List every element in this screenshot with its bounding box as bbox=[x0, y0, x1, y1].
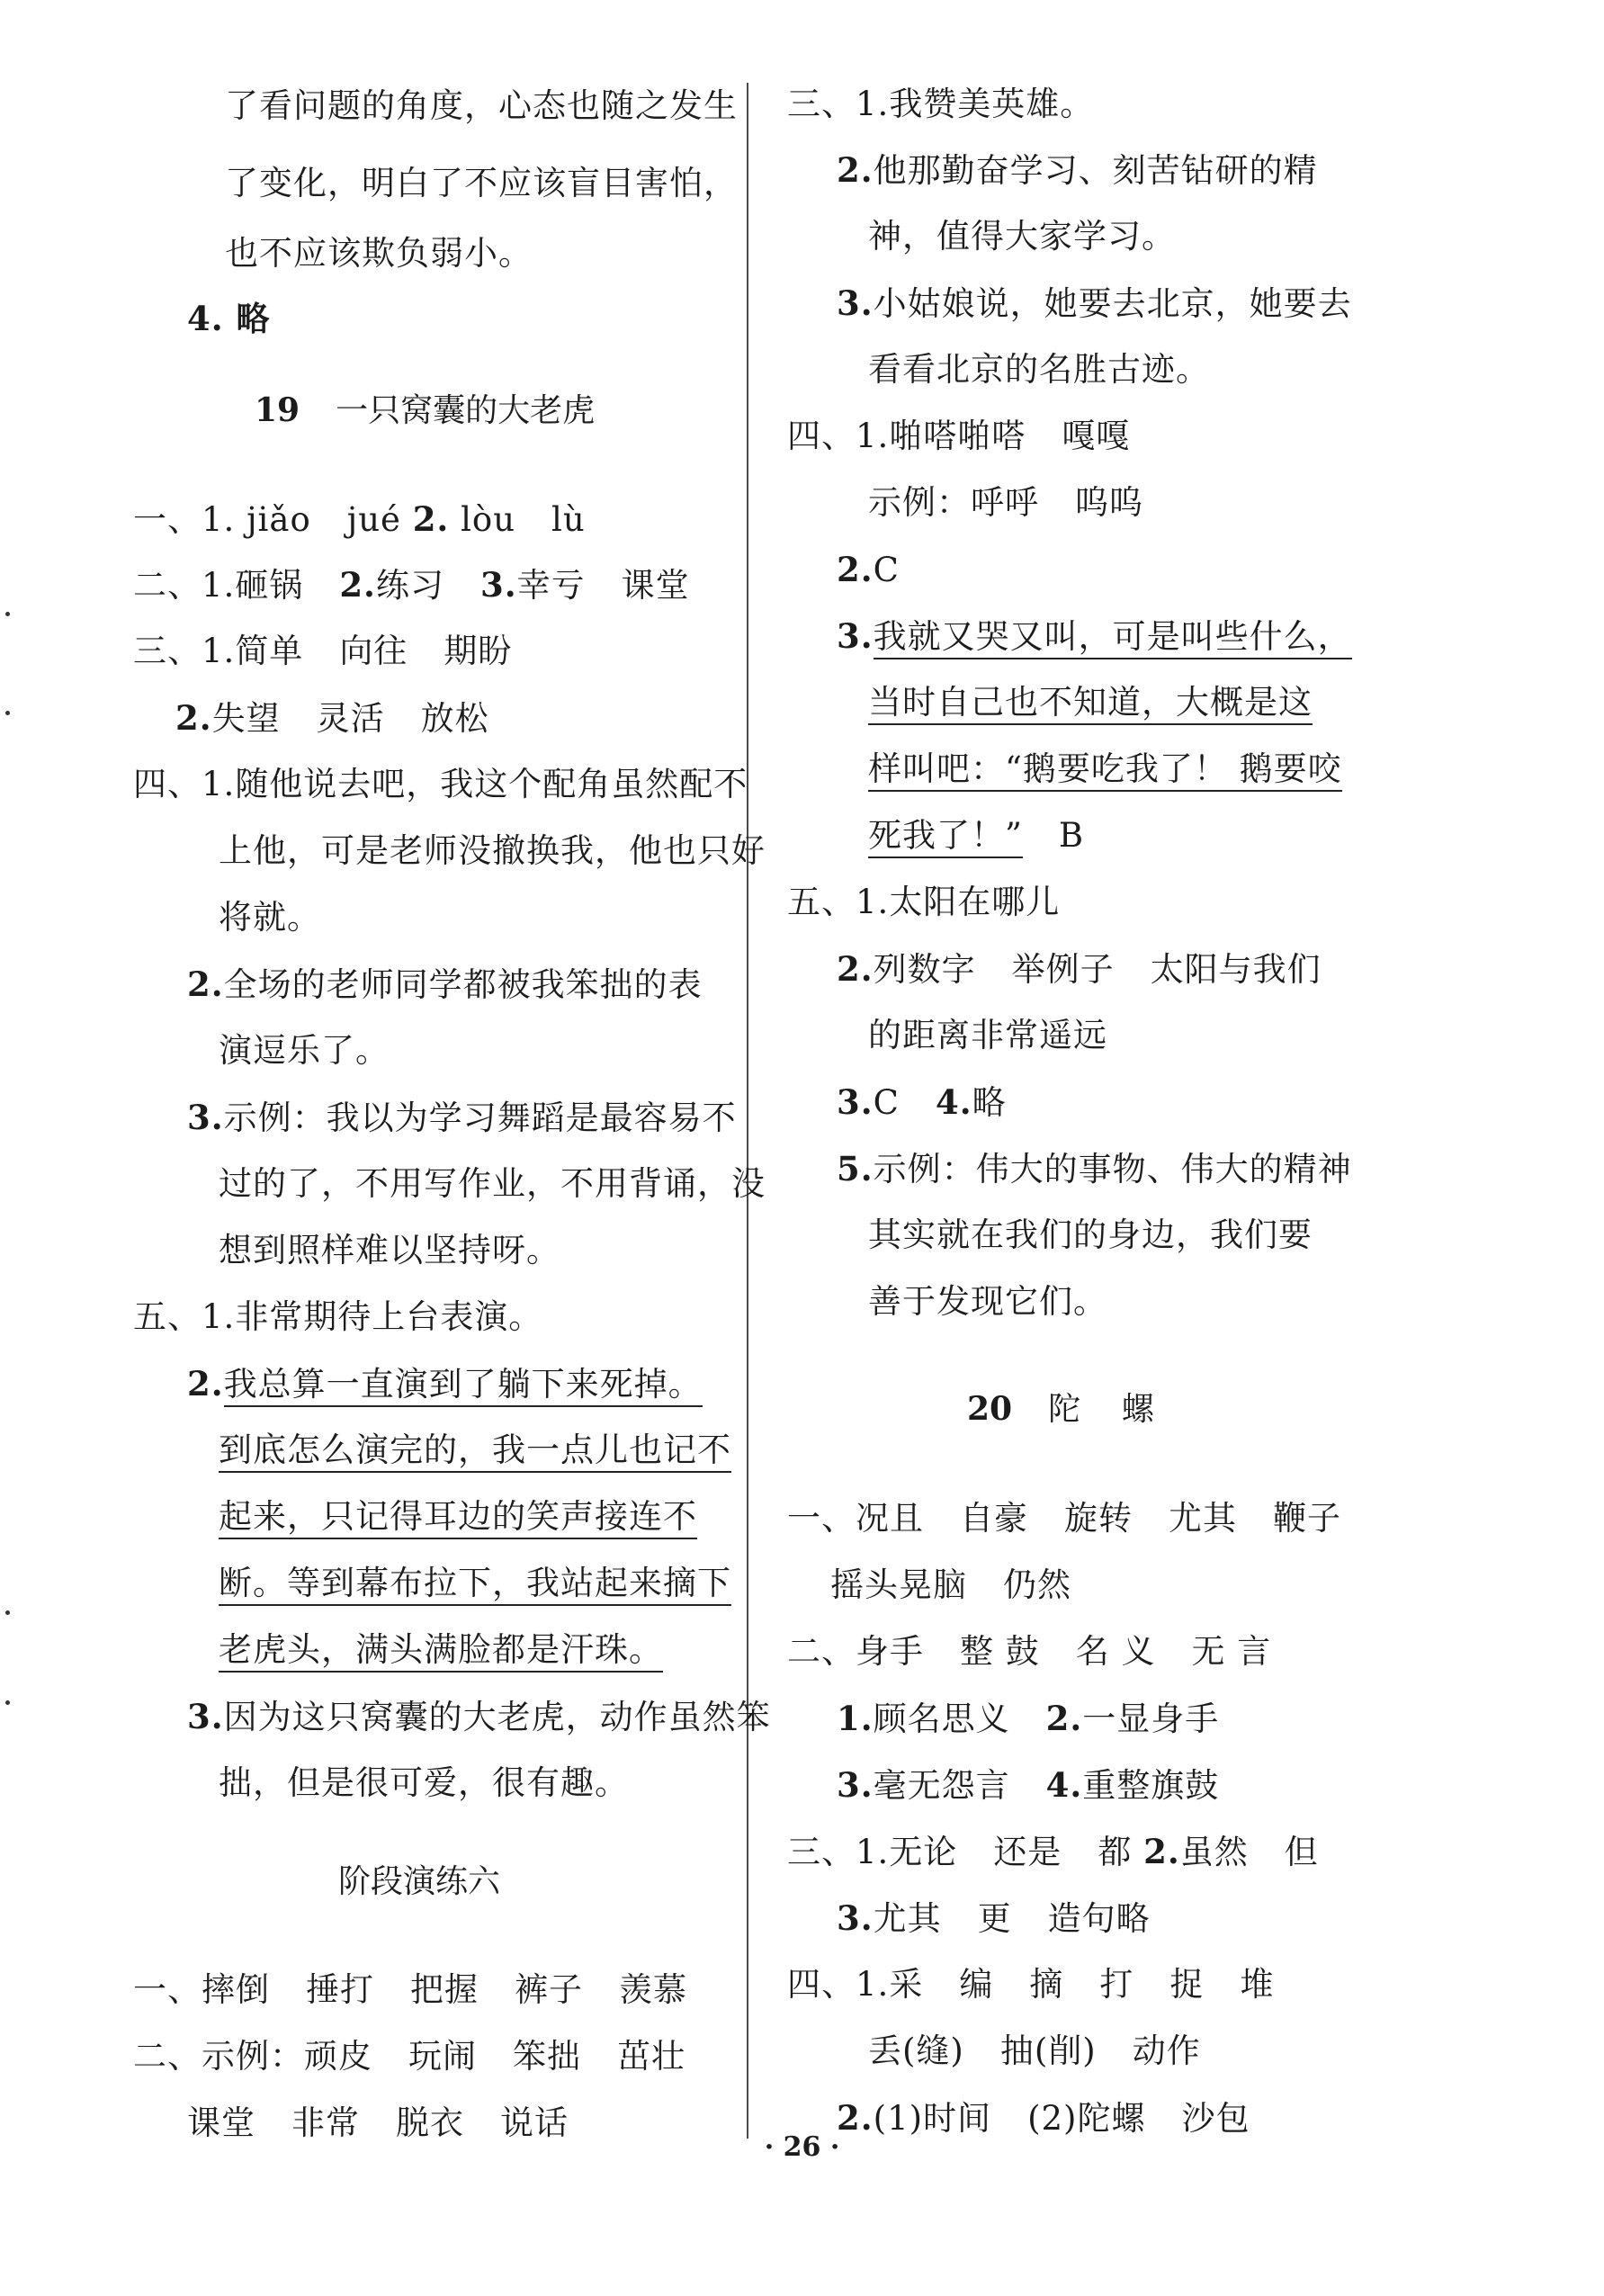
page-number: · 26 · bbox=[764, 2131, 840, 2163]
answer-text: 把握 bbox=[410, 1970, 479, 2009]
question-number: 四、1. bbox=[787, 417, 890, 455]
answer-text: 玩闹 bbox=[408, 2037, 477, 2076]
answer-line: 了变化，明白了不应该盲目害怕， bbox=[225, 164, 738, 202]
answer-text: C bbox=[873, 551, 900, 589]
answer-text: 尤其 bbox=[1169, 1499, 1237, 1538]
answer-line bbox=[133, 1296, 542, 1339]
answer-text: 因为这只窝囊的大老虎，动作虽然笨 bbox=[223, 1698, 771, 1736]
answer-text: 顽皮 bbox=[304, 2037, 372, 2076]
answer-text: 尤其 bbox=[873, 1899, 942, 1938]
answer-line bbox=[219, 1495, 697, 1538]
answer-text: 期盼 bbox=[444, 632, 513, 670]
question-number: 3. bbox=[837, 1765, 874, 1805]
stage-6-heading: 阶段演练六 bbox=[338, 1863, 501, 1900]
question-number: 三、1. bbox=[133, 632, 236, 670]
question-number: 2. bbox=[837, 150, 874, 190]
answer-line bbox=[837, 1897, 1151, 1941]
question-number: 二、示例： bbox=[133, 2037, 304, 2076]
question-number: 2. bbox=[1143, 1832, 1180, 1871]
question-number: 三、1. bbox=[787, 85, 890, 123]
lesson-19-heading bbox=[255, 389, 595, 433]
answer-text: 鞭子 bbox=[1273, 1499, 1341, 1538]
question-number: 3. bbox=[837, 1082, 874, 1122]
lesson-number: 20 bbox=[967, 1390, 1013, 1428]
answer-text: C bbox=[873, 1083, 900, 1122]
question-number: 3. bbox=[837, 283, 874, 323]
answer-text: 都 bbox=[1098, 1833, 1133, 1871]
question-number: 2. bbox=[837, 949, 874, 989]
answer-line: 将就。 bbox=[219, 898, 321, 937]
answer-line bbox=[868, 681, 1313, 724]
answer-text: 摇头晃脑 bbox=[830, 1565, 967, 1604]
answer-line bbox=[133, 498, 586, 542]
answer-line bbox=[868, 748, 1342, 791]
answer-text: 虽然 bbox=[1179, 1833, 1249, 1871]
answer-text: 我赞美英雄。 bbox=[889, 85, 1095, 123]
question-number: 2. bbox=[187, 964, 224, 1004]
lesson-20-heading bbox=[967, 1387, 1154, 1431]
answer-text: 简单 bbox=[235, 632, 304, 670]
question-number: 一、 bbox=[133, 1970, 202, 2009]
answer-text: 但 bbox=[1284, 1833, 1319, 1871]
answer-text: 啪嗒啪嗒 bbox=[889, 417, 1026, 455]
question-number: 三、1. bbox=[787, 1833, 890, 1871]
answer-text: lù bbox=[551, 500, 586, 539]
question-number: 五、1. bbox=[133, 1297, 236, 1336]
question-number: 3. bbox=[837, 1898, 874, 1938]
question-number: 2. bbox=[837, 2098, 874, 2138]
underlined-answer: 到底怎么演完的，我一点儿也记不 bbox=[219, 1431, 731, 1473]
question-number: 2. bbox=[412, 499, 450, 539]
answer-line bbox=[133, 630, 512, 673]
answer-text: 呜呜 bbox=[1075, 483, 1143, 522]
answer-line bbox=[868, 481, 1143, 525]
answer-line bbox=[830, 1564, 1071, 1607]
answer-line: 善于发现它们。 bbox=[868, 1282, 1107, 1321]
answer-text: 身手 bbox=[856, 1632, 924, 1671]
question-number: 四、1. bbox=[787, 1965, 890, 2004]
answer-text: (1)时间 bbox=[873, 2099, 992, 2138]
answer-line bbox=[219, 1628, 663, 1672]
answer-text: 摔倒 bbox=[202, 1970, 270, 2009]
question-number: 5. bbox=[837, 1149, 874, 1188]
answer-text: 摘 bbox=[1029, 1965, 1064, 2004]
answer-line bbox=[837, 1763, 1219, 1807]
answer-text: lòu bbox=[461, 500, 516, 539]
answer-text: jiǎo bbox=[246, 500, 311, 539]
answer-line bbox=[787, 881, 1060, 924]
answer-text: 随他说去吧，我这个配角虽然配不 bbox=[235, 765, 748, 803]
answer-text: 毫无怨言 bbox=[873, 1766, 1010, 1805]
answer-line bbox=[787, 1963, 1274, 2006]
answer-text: 采 bbox=[889, 1965, 924, 2004]
answer-text: 砸锅 bbox=[235, 566, 304, 605]
lesson-title: 陀 螺 bbox=[1048, 1391, 1154, 1428]
answer-text: 说话 bbox=[500, 2103, 569, 2142]
answer-text: 丢(缝) bbox=[868, 2031, 964, 2070]
question-number: 四、1. bbox=[133, 765, 236, 803]
answer-line bbox=[787, 1497, 1341, 1540]
scan-speck bbox=[5, 612, 10, 616]
question-number: 2. bbox=[339, 565, 376, 605]
answer-text: 笨拙 bbox=[513, 2037, 581, 2076]
lesson-number: 19 bbox=[255, 391, 300, 429]
answer-line bbox=[187, 1695, 771, 1739]
answer-text: 顾名思义 bbox=[873, 1700, 1010, 1738]
answer-line bbox=[187, 1362, 703, 1406]
answer-line bbox=[787, 415, 1130, 458]
scan-speck bbox=[5, 711, 10, 715]
answer-text: 羡慕 bbox=[619, 1970, 687, 2009]
answer-text: jué bbox=[346, 500, 401, 539]
answer-text: 课堂 bbox=[621, 566, 690, 605]
question-number: 2. bbox=[175, 698, 212, 738]
answer-text: 放松 bbox=[420, 699, 489, 738]
answer-text: 失望 bbox=[211, 699, 281, 738]
underlined-answer: 起来，只记得耳边的笑声接连不 bbox=[219, 1497, 697, 1539]
answer-text: 仍然 bbox=[1003, 1565, 1071, 1604]
answer-text: 更 bbox=[977, 1899, 1012, 1938]
answer-line bbox=[787, 83, 1094, 126]
underlined-answer: 当时自己也不知道，大概是这 bbox=[868, 683, 1313, 725]
answer-text: 太阳在哪儿 bbox=[889, 883, 1061, 921]
answer-text: 无论 bbox=[889, 1833, 958, 1871]
answer-line bbox=[187, 1096, 737, 1140]
answer-text: B bbox=[1058, 816, 1085, 855]
answer-line: 上他，可是老师没撤换我，他也只好 bbox=[219, 831, 766, 870]
question-number: 五、1. bbox=[787, 883, 890, 921]
question-number: 一、1. bbox=[133, 500, 236, 539]
answer-text: 他那勤奋学习、刻苦钻研的精 bbox=[873, 151, 1318, 190]
answer-text: 造句略 bbox=[1047, 1899, 1151, 1938]
answer-text: 编 bbox=[959, 1965, 994, 2004]
answer-line bbox=[133, 1969, 687, 2012]
answer-text: 名 义 bbox=[1075, 1632, 1156, 1671]
answer-text: 动作 bbox=[1132, 2031, 1201, 2070]
answer-text: 裤子 bbox=[515, 1970, 583, 2009]
answer-line: 想到照样难以坚持呀。 bbox=[219, 1231, 560, 1269]
answer-line bbox=[837, 548, 900, 592]
answer-text: 小姑娘说，她要去北京，她要去 bbox=[873, 284, 1352, 323]
answer-line bbox=[219, 1562, 731, 1605]
answer-text: 一显身手 bbox=[1082, 1700, 1220, 1738]
answer-text: 抽(削) bbox=[999, 2031, 1097, 2070]
answer-text: 旋转 bbox=[1064, 1499, 1133, 1538]
answer-line: 演逗乐了。 bbox=[219, 1031, 390, 1070]
answer-text: 灵活 bbox=[316, 699, 385, 738]
question-number: 2. bbox=[187, 1364, 224, 1404]
question-number: 二、 bbox=[787, 1632, 856, 1671]
answer-text: 重整旗鼓 bbox=[1082, 1766, 1220, 1805]
answer-line bbox=[187, 963, 703, 1007]
answer-line bbox=[133, 763, 748, 806]
question-number: 二、1. bbox=[133, 566, 236, 605]
answer-text: 非常期待上台表演。 bbox=[235, 1297, 543, 1336]
question-number: 4. bbox=[935, 1082, 972, 1122]
scan-speck bbox=[5, 1700, 10, 1705]
answer-text: 还是 bbox=[993, 1833, 1062, 1871]
answer-line bbox=[837, 282, 1352, 326]
answer-text: 示例：呼呼 bbox=[868, 483, 1039, 522]
answer-line bbox=[219, 1429, 731, 1472]
question-number: 4. bbox=[1045, 1765, 1083, 1805]
answer-text: 茁壮 bbox=[617, 2037, 686, 2076]
answer-line bbox=[837, 947, 1322, 991]
answer-text: (2)陀螺 bbox=[1027, 2099, 1146, 2138]
answer-line: 看看北京的名胜古迹。 bbox=[868, 350, 1210, 389]
answer-line bbox=[175, 696, 489, 740]
answer-text: 幸亏 bbox=[516, 566, 586, 605]
question-number: 3. bbox=[187, 1098, 224, 1137]
answer-text: 4. 略 bbox=[187, 299, 271, 338]
answer-text: 沙包 bbox=[1181, 2099, 1250, 2138]
question-number: 1. bbox=[837, 1699, 874, 1738]
answer-line: 神，值得大家学习。 bbox=[868, 217, 1176, 256]
question-number: 2. bbox=[1045, 1699, 1083, 1738]
underlined-answer: 老虎头，满头满脸都是汗珠。 bbox=[219, 1630, 663, 1673]
underlined-answer: 死我了！” bbox=[868, 816, 1023, 858]
answer-line: 了看问题的角度，心态也随之发生 bbox=[225, 86, 738, 125]
answer-text: 堆 bbox=[1240, 1965, 1275, 2004]
answer-text: 嘎嘎 bbox=[1062, 417, 1131, 455]
answer-line bbox=[868, 2030, 1201, 2073]
answer-line: 也不应该欺负弱小。 bbox=[225, 234, 533, 273]
answer-text: 自豪 bbox=[960, 1499, 1028, 1538]
answer-text: 举例子 bbox=[1011, 950, 1115, 989]
answer-line: 的距离非常遥远 bbox=[868, 1016, 1107, 1054]
answer-line: 其实就在我们的身边，我们要 bbox=[868, 1215, 1313, 1254]
answer-text: 非常 bbox=[291, 2103, 360, 2142]
answer-text: 向往 bbox=[339, 632, 408, 670]
answer-text: 全场的老师同学都被我笨拙的表 bbox=[223, 965, 703, 1004]
answer-line: 拙，但是很可爱，很有趣。 bbox=[219, 1763, 629, 1802]
answer-line bbox=[787, 1630, 1271, 1673]
answer-text: 况且 bbox=[856, 1499, 924, 1538]
underlined-answer: 我就又哭又叫，可是叫些什么， bbox=[874, 617, 1352, 659]
answer-line bbox=[837, 1697, 1219, 1741]
answer-text: 整 鼓 bbox=[960, 1632, 1040, 1671]
underlined-answer: 样叫吧：“鹅要吃我了！ 鹅要咬 bbox=[868, 749, 1342, 792]
answer-line bbox=[837, 148, 1318, 193]
answer-text: 示例：我以为学习舞蹈是最容易不 bbox=[223, 1099, 737, 1137]
answer-text: 无 言 bbox=[1191, 1632, 1272, 1671]
answer-line bbox=[868, 814, 1084, 857]
answer-text: 捶打 bbox=[306, 1970, 374, 2009]
question-number: 3. bbox=[837, 616, 874, 656]
answer-line bbox=[187, 297, 271, 341]
answer-text: 略 bbox=[972, 1083, 1007, 1122]
underlined-answer: 断。等到幕布拉下，我站起来摘下 bbox=[219, 1564, 731, 1606]
answer-text: 打 bbox=[1099, 1965, 1134, 2004]
question-number: 3. bbox=[187, 1697, 224, 1736]
column-divider bbox=[747, 83, 748, 2139]
question-number: 2. bbox=[837, 550, 874, 589]
answer-line: 过的了，不用写作业，不用背诵，没 bbox=[219, 1164, 766, 1203]
underlined-answer: 我总算一直演到了躺下来死掉。 bbox=[224, 1365, 703, 1407]
answer-line bbox=[787, 1830, 1319, 1874]
answer-text: 捉 bbox=[1169, 1965, 1205, 2004]
answer-text: 太阳与我们 bbox=[1150, 950, 1322, 989]
answer-line bbox=[837, 614, 1352, 659]
answer-line bbox=[837, 1081, 1007, 1125]
answer-line bbox=[133, 2035, 686, 2078]
answer-text: 示例：伟大的事物、伟大的精神 bbox=[873, 1150, 1352, 1188]
question-number: 3. bbox=[479, 565, 517, 605]
answer-line bbox=[837, 1147, 1352, 1191]
question-number: 一、 bbox=[787, 1499, 856, 1538]
scan-speck bbox=[5, 1610, 10, 1615]
answer-text: 课堂 bbox=[187, 2103, 255, 2142]
answer-text: 脱衣 bbox=[396, 2103, 464, 2142]
lesson-title: 一只窝囊的大老虎 bbox=[336, 392, 596, 429]
answer-line bbox=[133, 563, 690, 607]
answer-text: 列数字 bbox=[873, 950, 976, 989]
answer-text: 练习 bbox=[375, 566, 444, 605]
